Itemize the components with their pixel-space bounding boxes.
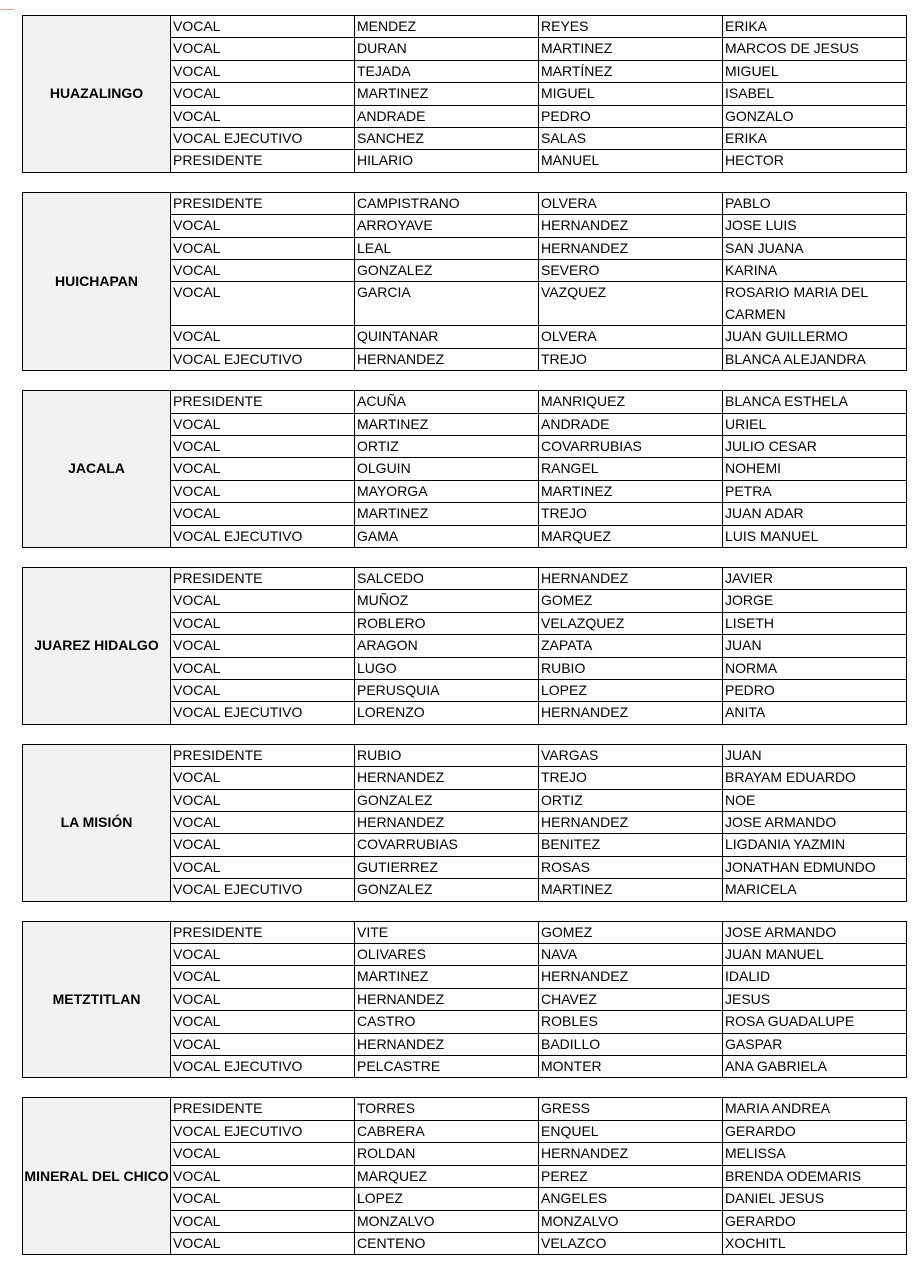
- apellido-paterno-cell: DURAN: [355, 38, 539, 60]
- apellido-materno-cell: HERNANDEZ: [539, 237, 723, 259]
- cargo-cell: PRESIDENTE: [171, 150, 355, 172]
- apellido-materno-cell: MARTINEZ: [539, 480, 723, 502]
- cargo-cell: VOCAL EJECUTIVO: [171, 1056, 355, 1078]
- nombre-cell: ISABEL: [723, 83, 907, 105]
- nombre-cell: BRENDA ODEMARIS: [723, 1165, 907, 1187]
- apellido-materno-cell: SEVERO: [539, 260, 723, 282]
- apellido-materno-cell: SALAS: [539, 128, 723, 150]
- apellido-materno-cell: BADILLO: [539, 1033, 723, 1055]
- cargo-cell: VOCAL: [171, 215, 355, 237]
- cargo-cell: VOCAL: [171, 83, 355, 105]
- apellido-materno-cell: ORTIZ: [539, 789, 723, 811]
- nombre-cell: ERIKA: [723, 16, 907, 38]
- municipio-table: [22, 744, 907, 902]
- nombre-cell: JOSE ARMANDO: [723, 812, 907, 834]
- nombre-cell: BLANCA ALEJANDRA: [723, 348, 907, 370]
- cargo-cell: VOCAL: [171, 480, 355, 502]
- nombre-cell: XOCHITL: [723, 1232, 907, 1254]
- apellido-paterno-cell: PERUSQUIA: [355, 679, 539, 701]
- nombre-cell: JUAN GUILLERMO: [723, 326, 907, 348]
- nombre-cell: JUAN MANUEL: [723, 944, 907, 966]
- nombre-cell: JAVIER: [723, 567, 907, 589]
- apellido-paterno-cell: CENTENO: [355, 1232, 539, 1254]
- apellido-materno-cell: NAVA: [539, 944, 723, 966]
- apellido-materno-cell: OLVERA: [539, 192, 723, 214]
- apellido-paterno-cell: MARTINEZ: [355, 83, 539, 105]
- apellido-paterno-cell: GONZALEZ: [355, 260, 539, 282]
- apellido-paterno-cell: MARQUEZ: [355, 1165, 539, 1187]
- table-row: [23, 744, 907, 766]
- apellido-paterno-cell: MARTINEZ: [355, 413, 539, 435]
- apellido-paterno-cell: ROLDAN: [355, 1143, 539, 1165]
- apellido-paterno-cell: ANDRADE: [355, 105, 539, 127]
- apellido-materno-cell: VARGAS: [539, 744, 723, 766]
- cargo-cell: VOCAL: [171, 789, 355, 811]
- apellido-materno-cell: HERNANDEZ: [539, 702, 723, 724]
- nombre-cell: ROSARIO MARIA DEL CARMEN: [723, 282, 907, 326]
- apellido-materno-cell: VELAZCO: [539, 1232, 723, 1254]
- apellido-paterno-cell: HERNANDEZ: [355, 988, 539, 1010]
- municipio-name: HUAZALINGO: [23, 16, 171, 173]
- apellido-paterno-cell: SALCEDO: [355, 567, 539, 589]
- apellido-paterno-cell: ACUÑA: [355, 391, 539, 413]
- cargo-cell: VOCAL: [171, 458, 355, 480]
- apellido-materno-cell: GOMEZ: [539, 590, 723, 612]
- apellido-materno-cell: RUBIO: [539, 657, 723, 679]
- apellido-paterno-cell: SANCHEZ: [355, 128, 539, 150]
- nombre-cell: GERARDO: [723, 1210, 907, 1232]
- apellido-paterno-cell: QUINTANAR: [355, 326, 539, 348]
- apellido-materno-cell: TREJO: [539, 503, 723, 525]
- nombre-cell: NORMA: [723, 657, 907, 679]
- cargo-cell: VOCAL EJECUTIVO: [171, 1120, 355, 1142]
- cargo-cell: PRESIDENTE: [171, 567, 355, 589]
- apellido-paterno-cell: ORTIZ: [355, 435, 539, 457]
- cargo-cell: VOCAL EJECUTIVO: [171, 702, 355, 724]
- apellido-paterno-cell: RUBIO: [355, 744, 539, 766]
- nombre-cell: SAN JUANA: [723, 237, 907, 259]
- nombre-cell: ANA GABRIELA: [723, 1056, 907, 1078]
- apellido-paterno-cell: GUTIERREZ: [355, 856, 539, 878]
- nombre-cell: MARICELA: [723, 879, 907, 901]
- apellido-materno-cell: MARTINEZ: [539, 879, 723, 901]
- municipio-table: [22, 921, 907, 1079]
- cargo-cell: VOCAL EJECUTIVO: [171, 348, 355, 370]
- apellido-materno-cell: ENQUEL: [539, 1120, 723, 1142]
- apellido-materno-cell: CHAVEZ: [539, 988, 723, 1010]
- cargo-cell: VOCAL: [171, 1210, 355, 1232]
- apellido-materno-cell: ANGELES: [539, 1188, 723, 1210]
- nombre-cell: NOHEMI: [723, 458, 907, 480]
- cargo-cell: VOCAL: [171, 590, 355, 612]
- nombre-cell: PEDRO: [723, 679, 907, 701]
- municipio-table: [22, 192, 907, 371]
- cargo-cell: VOCAL: [171, 812, 355, 834]
- municipio-name: LA MISIÓN: [23, 744, 171, 901]
- apellido-paterno-cell: GARCIA: [355, 282, 539, 326]
- municipio-name: METZTITLAN: [23, 921, 171, 1078]
- apellido-paterno-cell: GONZALEZ: [355, 879, 539, 901]
- nombre-cell: URIEL: [723, 413, 907, 435]
- cargo-cell: VOCAL: [171, 435, 355, 457]
- nombre-cell: ANITA: [723, 702, 907, 724]
- apellido-materno-cell: HERNANDEZ: [539, 1143, 723, 1165]
- cargo-cell: VOCAL: [171, 612, 355, 634]
- apellido-paterno-cell: GAMA: [355, 525, 539, 547]
- nombre-cell: JESUS: [723, 988, 907, 1010]
- cargo-cell: VOCAL: [171, 1165, 355, 1187]
- nombre-cell: GASPAR: [723, 1033, 907, 1055]
- nombre-cell: JOSE LUIS: [723, 215, 907, 237]
- apellido-paterno-cell: MUÑOZ: [355, 590, 539, 612]
- municipio-name: JACALA: [23, 391, 171, 548]
- cargo-cell: VOCAL EJECUTIVO: [171, 128, 355, 150]
- apellido-materno-cell: MARQUEZ: [539, 525, 723, 547]
- apellido-materno-cell: HERNANDEZ: [539, 966, 723, 988]
- apellido-materno-cell: LOPEZ: [539, 679, 723, 701]
- apellido-materno-cell: HERNANDEZ: [539, 215, 723, 237]
- apellido-materno-cell: GOMEZ: [539, 921, 723, 943]
- municipio-table: [22, 1097, 907, 1255]
- cargo-cell: VOCAL: [171, 856, 355, 878]
- apellido-materno-cell: ANDRADE: [539, 413, 723, 435]
- apellido-paterno-cell: TORRES: [355, 1098, 539, 1120]
- apellido-materno-cell: HERNANDEZ: [539, 567, 723, 589]
- municipio-name: HUICHAPAN: [23, 192, 171, 370]
- apellido-paterno-cell: LEAL: [355, 237, 539, 259]
- apellido-paterno-cell: LUGO: [355, 657, 539, 679]
- nombre-cell: LIGDANIA YAZMIN: [723, 834, 907, 856]
- cargo-cell: VOCAL: [171, 503, 355, 525]
- cargo-cell: VOCAL: [171, 413, 355, 435]
- cargo-cell: VOCAL: [171, 60, 355, 82]
- nombre-cell: BRAYAM EDUARDO: [723, 767, 907, 789]
- municipal-council-tables: [22, 15, 906, 1274]
- nombre-cell: MIGUEL: [723, 60, 907, 82]
- cargo-cell: VOCAL: [171, 834, 355, 856]
- apellido-materno-cell: GRESS: [539, 1098, 723, 1120]
- nombre-cell: JUAN: [723, 635, 907, 657]
- apellido-paterno-cell: ROBLERO: [355, 612, 539, 634]
- apellido-materno-cell: TREJO: [539, 348, 723, 370]
- apellido-materno-cell: MANRIQUEZ: [539, 391, 723, 413]
- cargo-cell: PRESIDENTE: [171, 744, 355, 766]
- apellido-paterno-cell: PELCASTRE: [355, 1056, 539, 1078]
- cargo-cell: VOCAL: [171, 988, 355, 1010]
- cargo-cell: VOCAL: [171, 1011, 355, 1033]
- cargo-cell: VOCAL: [171, 282, 355, 326]
- apellido-paterno-cell: COVARRUBIAS: [355, 834, 539, 856]
- apellido-materno-cell: OLVERA: [539, 326, 723, 348]
- cargo-cell: VOCAL: [171, 944, 355, 966]
- nombre-cell: BLANCA ESTHELA: [723, 391, 907, 413]
- municipio-table: [22, 15, 907, 173]
- nombre-cell: ERIKA: [723, 128, 907, 150]
- cargo-cell: PRESIDENTE: [171, 192, 355, 214]
- cargo-cell: VOCAL: [171, 105, 355, 127]
- apellido-paterno-cell: HERNANDEZ: [355, 348, 539, 370]
- apellido-paterno-cell: MENDEZ: [355, 16, 539, 38]
- apellido-paterno-cell: LOPEZ: [355, 1188, 539, 1210]
- cargo-cell: VOCAL: [171, 966, 355, 988]
- cargo-cell: VOCAL: [171, 260, 355, 282]
- apellido-paterno-cell: CASTRO: [355, 1011, 539, 1033]
- table-row: [23, 1098, 907, 1120]
- apellido-materno-cell: ROBLES: [539, 1011, 723, 1033]
- cargo-cell: PRESIDENTE: [171, 391, 355, 413]
- cargo-cell: VOCAL: [171, 679, 355, 701]
- nombre-cell: JOSE ARMANDO: [723, 921, 907, 943]
- cargo-cell: VOCAL EJECUTIVO: [171, 525, 355, 547]
- nombre-cell: GONZALO: [723, 105, 907, 127]
- apellido-materno-cell: PEDRO: [539, 105, 723, 127]
- nombre-cell: KARINA: [723, 260, 907, 282]
- cargo-cell: VOCAL: [171, 16, 355, 38]
- apellido-materno-cell: TREJO: [539, 767, 723, 789]
- table-row: [23, 391, 907, 413]
- apellido-materno-cell: PEREZ: [539, 1165, 723, 1187]
- cargo-cell: PRESIDENTE: [171, 921, 355, 943]
- nombre-cell: JUAN: [723, 744, 907, 766]
- apellido-paterno-cell: MONZALVO: [355, 1210, 539, 1232]
- apellido-paterno-cell: VITE: [355, 921, 539, 943]
- cargo-cell: VOCAL: [171, 1232, 355, 1254]
- apellido-materno-cell: COVARRUBIAS: [539, 435, 723, 457]
- nombre-cell: PETRA: [723, 480, 907, 502]
- nombre-cell: IDALID: [723, 966, 907, 988]
- apellido-materno-cell: MANUEL: [539, 150, 723, 172]
- cargo-cell: PRESIDENTE: [171, 1098, 355, 1120]
- apellido-paterno-cell: ARROYAVE: [355, 215, 539, 237]
- municipio-table: [22, 567, 907, 725]
- apellido-paterno-cell: HERNANDEZ: [355, 1033, 539, 1055]
- apellido-paterno-cell: HILARIO: [355, 150, 539, 172]
- nombre-cell: MELISSA: [723, 1143, 907, 1165]
- apellido-materno-cell: MARTINEZ: [539, 38, 723, 60]
- apellido-paterno-cell: GONZALEZ: [355, 789, 539, 811]
- apellido-paterno-cell: HERNANDEZ: [355, 812, 539, 834]
- page-corner-mark: [0, 9, 14, 10]
- nombre-cell: PABLO: [723, 192, 907, 214]
- cargo-cell: VOCAL: [171, 657, 355, 679]
- apellido-paterno-cell: LORENZO: [355, 702, 539, 724]
- municipio-name: MINERAL DEL CHICO: [23, 1098, 171, 1255]
- nombre-cell: DANIEL JESUS: [723, 1188, 907, 1210]
- apellido-materno-cell: REYES: [539, 16, 723, 38]
- nombre-cell: JONATHAN EDMUNDO: [723, 856, 907, 878]
- apellido-paterno-cell: OLIVARES: [355, 944, 539, 966]
- table-row: [23, 192, 907, 214]
- apellido-paterno-cell: HERNANDEZ: [355, 767, 539, 789]
- nombre-cell: JUAN ADAR: [723, 503, 907, 525]
- apellido-materno-cell: MONTER: [539, 1056, 723, 1078]
- nombre-cell: GERARDO: [723, 1120, 907, 1142]
- apellido-paterno-cell: ARAGON: [355, 635, 539, 657]
- municipio-name: JUAREZ HIDALGO: [23, 567, 171, 724]
- nombre-cell: HECTOR: [723, 150, 907, 172]
- nombre-cell: ROSA GUADALUPE: [723, 1011, 907, 1033]
- apellido-paterno-cell: CAMPISTRANO: [355, 192, 539, 214]
- cargo-cell: VOCAL: [171, 1143, 355, 1165]
- cargo-cell: VOCAL: [171, 326, 355, 348]
- cargo-cell: VOCAL: [171, 38, 355, 60]
- apellido-materno-cell: HERNANDEZ: [539, 812, 723, 834]
- apellido-paterno-cell: MARTINEZ: [355, 966, 539, 988]
- apellido-materno-cell: RANGEL: [539, 458, 723, 480]
- municipio-table: [22, 390, 907, 548]
- cargo-cell: VOCAL: [171, 635, 355, 657]
- nombre-cell: LISETH: [723, 612, 907, 634]
- apellido-paterno-cell: MAYORGA: [355, 480, 539, 502]
- apellido-materno-cell: ROSAS: [539, 856, 723, 878]
- apellido-materno-cell: ZAPATA: [539, 635, 723, 657]
- nombre-cell: LUIS MANUEL: [723, 525, 907, 547]
- apellido-materno-cell: MONZALVO: [539, 1210, 723, 1232]
- apellido-materno-cell: VAZQUEZ: [539, 282, 723, 326]
- cargo-cell: VOCAL: [171, 1033, 355, 1055]
- apellido-materno-cell: BENITEZ: [539, 834, 723, 856]
- apellido-paterno-cell: CABRERA: [355, 1120, 539, 1142]
- table-row: [23, 567, 907, 589]
- nombre-cell: NOE: [723, 789, 907, 811]
- apellido-paterno-cell: OLGUIN: [355, 458, 539, 480]
- apellido-materno-cell: MIGUEL: [539, 83, 723, 105]
- apellido-materno-cell: MARTÍNEZ: [539, 60, 723, 82]
- table-row: [23, 16, 907, 38]
- nombre-cell: MARCOS DE JESUS: [723, 38, 907, 60]
- nombre-cell: JULIO CESAR: [723, 435, 907, 457]
- apellido-paterno-cell: MARTINEZ: [355, 503, 539, 525]
- nombre-cell: JORGE: [723, 590, 907, 612]
- table-row: [23, 921, 907, 943]
- cargo-cell: VOCAL: [171, 237, 355, 259]
- cargo-cell: VOCAL: [171, 1188, 355, 1210]
- cargo-cell: VOCAL EJECUTIVO: [171, 879, 355, 901]
- nombre-cell: MARIA ANDREA: [723, 1098, 907, 1120]
- cargo-cell: VOCAL: [171, 767, 355, 789]
- apellido-paterno-cell: TEJADA: [355, 60, 539, 82]
- apellido-materno-cell: VELAZQUEZ: [539, 612, 723, 634]
